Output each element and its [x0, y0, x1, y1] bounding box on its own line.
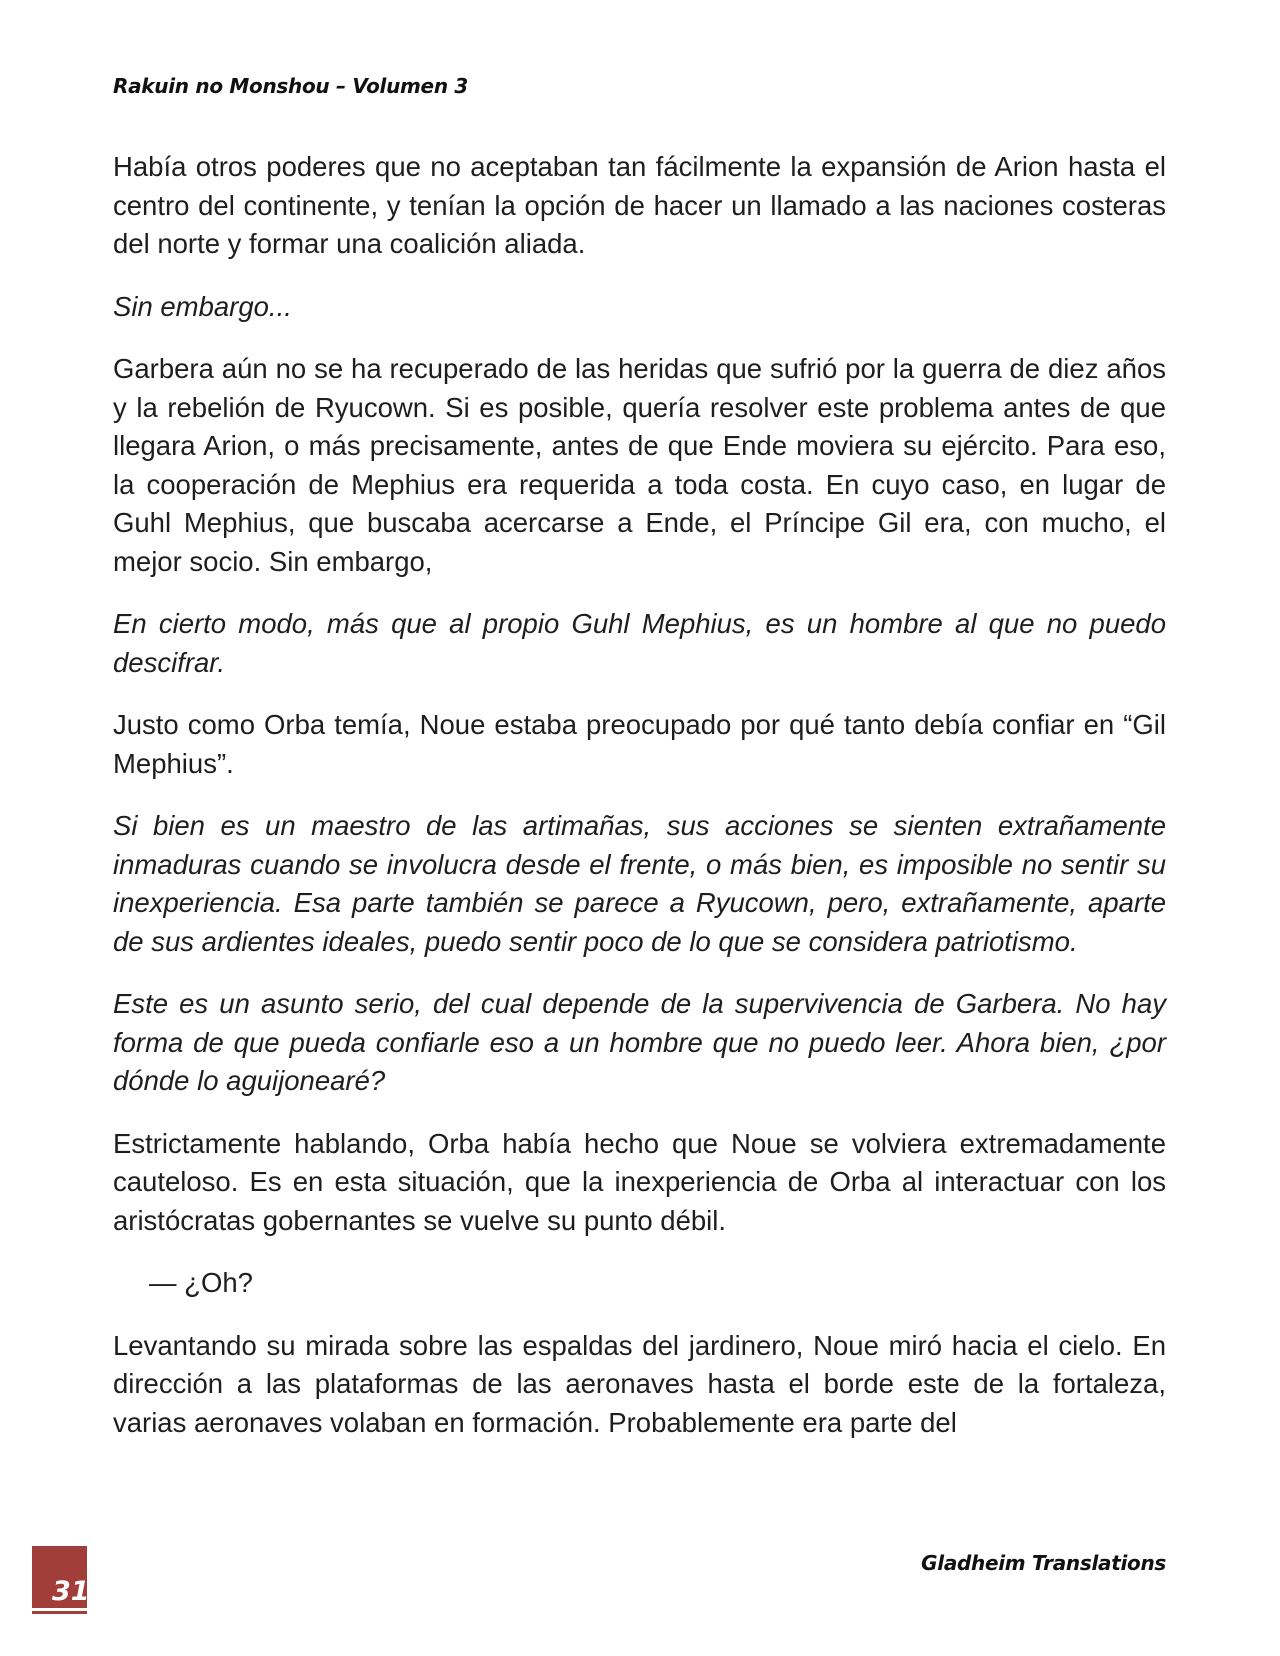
running-header: Rakuin no Monshou – Volumen 3 [113, 74, 469, 98]
footer-credit: Gladheim Translations [921, 1551, 1166, 1575]
paragraph: Estrictamente hablando, Orba había hecho que Noue se volviera extremadamente cauteloso. Es en esta situación, que la inexperiencia de Orba al interactuar con los aristócratas gobernantes se vuelve su punto débil. [113, 1127, 1166, 1236]
paragraph: Justo como Orba temía, Noue estaba preocupado por qué tanto debía confiar en “Gil Mephius”. [113, 709, 1166, 779]
paragraph: En cierto modo, más que al propio Guhl Mephius, es un hombre al que no puedo descifrar. [113, 608, 1166, 678]
page-number: 31 [52, 1576, 90, 1607]
dialogue-line: — ¿Oh? [149, 1267, 253, 1298]
paragraph: Si bien es un maestro de las artimañas, sus acciones se sienten extrañamente inmaduras cuando se involucra desde el frente, o más bien, es imposible no sentir su inexperiencia. Esa parte también se parece a Ryucown, pero, extrañamente, aparte de sus ardientes ideales, puedo sentir poco de lo que se considera patriotismo. [113, 810, 1166, 957]
paragraph: Garbera aún no se ha recuperado de las heridas que sufrió por la guerra de diez años y la rebelión de Ryucown. Si es posible, quería resolver este problema antes de que llegara Arion, o más precisamente, antes de que Ende moviera su ejército. Para eso, la cooperación de Mephius era requerida a toda costa. En cuyo caso, en lugar de Guhl Mephius, que buscaba acercarse a Ende, el Príncipe Gil era, con mucho, el mejor socio. Sin embargo, [113, 353, 1166, 577]
paragraph: Levantando su mirada sobre las espaldas del jardinero, Noue miró hacia el cielo. En dirección a las plataformas de las aeronaves hasta el borde este de la fortaleza, varias aeronaves volaban en formación. Probablemente era parte del [113, 1329, 1166, 1438]
paragraph: Este es un asunto serio, del cual depende de la supervivencia de Garbera. No hay forma de que pueda confiarle eso a un hombre que no puedo leer. Ahora bien, ¿por dónde lo aguijonearé? [113, 988, 1166, 1096]
document-body [113, 148, 1166, 1466]
page-number-underline [32, 1608, 87, 1611]
paragraph: Había otros poderes que no aceptaban tan fácilmente la expansión de Arion hasta el centro del continente, y tenían la opción de hacer un llamado a las naciones costeras del norte y formar una coalición aliada. [113, 151, 1166, 259]
paragraph: Sin embargo... [113, 290, 292, 322]
